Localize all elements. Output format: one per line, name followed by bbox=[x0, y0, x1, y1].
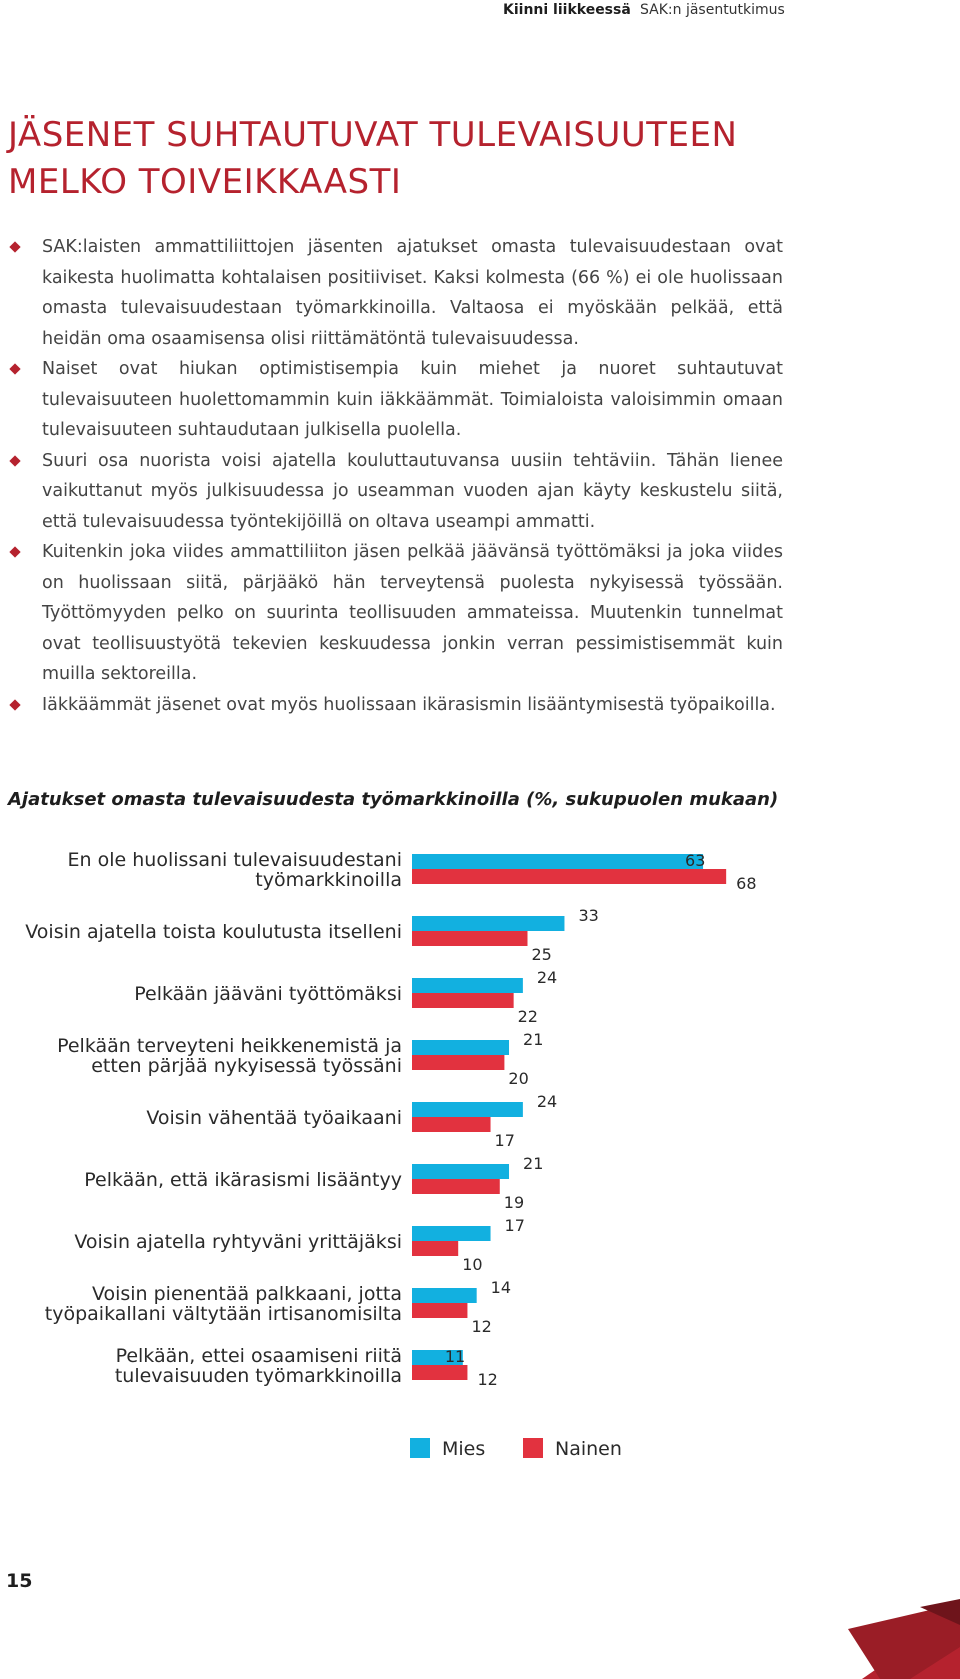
bar-nainen bbox=[412, 1241, 458, 1256]
category-label: työpaikallani vältytään irtisanomisilta bbox=[44, 1303, 402, 1325]
value-label-mies: 63 bbox=[685, 851, 706, 870]
category-label: Voisin vähentää työaikaani bbox=[146, 1107, 402, 1129]
value-label-mies: 17 bbox=[504, 1216, 525, 1235]
bar-nainen bbox=[412, 1365, 467, 1380]
diamond-bullet-icon bbox=[9, 241, 20, 252]
legend-swatch-mies bbox=[410, 1438, 430, 1458]
category-label: Pelkään, että ikärasismi lisääntyy bbox=[84, 1169, 402, 1191]
value-label-mies: 24 bbox=[536, 1092, 558, 1111]
bar-nainen bbox=[412, 869, 726, 884]
bar-nainen bbox=[412, 993, 514, 1008]
value-label-nainen: 12 bbox=[477, 1370, 498, 1389]
page-title bbox=[8, 112, 737, 206]
category-label: tulevaisuuden työmarkkinoilla bbox=[114, 1365, 402, 1387]
diamond-bullet-icon bbox=[9, 363, 20, 374]
category-label: etten pärjää nykyisessä työssäni bbox=[91, 1055, 402, 1077]
diamond-bullet-icon bbox=[9, 546, 20, 557]
page-title-line-1: JÄSENET SUHTAUTUVAT TULEVAISUUTEEN bbox=[8, 115, 738, 155]
bar-nainen bbox=[412, 1179, 500, 1194]
bullet-list bbox=[8, 232, 783, 720]
bar-mies bbox=[412, 854, 703, 869]
value-label-mies: 21 bbox=[523, 1154, 544, 1173]
category-label: Pelkään, ettei osaamiseni riitä bbox=[115, 1345, 402, 1367]
value-label-mies: 24 bbox=[536, 968, 558, 987]
legend-swatch-nainen bbox=[523, 1438, 543, 1458]
chart-title: Ajatukset omasta tulevaisuudesta työmarkkinoilla (%, sukupuolen mukaan) bbox=[8, 789, 779, 810]
header-section: Kiinni liikkeessä bbox=[503, 2, 631, 18]
value-label-nainen: 19 bbox=[503, 1193, 525, 1212]
legend-item-mies bbox=[410, 1438, 485, 1460]
page-header bbox=[0, 0, 960, 24]
bar-nainen bbox=[412, 1303, 467, 1318]
bullet-item bbox=[8, 354, 783, 446]
page-title-line-2: MELKO TOIVEIKKAASTI bbox=[8, 162, 402, 202]
bar-mies bbox=[412, 1226, 491, 1241]
bar-mies bbox=[412, 978, 523, 993]
bar-nainen bbox=[412, 1055, 504, 1070]
value-label-mies: 33 bbox=[578, 906, 599, 925]
value-label-nainen: 12 bbox=[471, 1317, 492, 1336]
bar-mies bbox=[412, 1288, 477, 1303]
bar-mies bbox=[412, 1102, 523, 1117]
legend-label-mies: Mies bbox=[442, 1438, 486, 1460]
category-label: työmarkkinoilla bbox=[255, 869, 402, 891]
bar-mies bbox=[412, 916, 564, 931]
category-label: Voisin ajatella toista koulutusta itselleni bbox=[25, 921, 402, 943]
legend-item-nainen bbox=[523, 1438, 622, 1460]
bullet-text: Iäkkäämmät jäsenet ovat myös huolissaan ikärasismin lisääntymisestä työpaikoilla. bbox=[42, 694, 776, 715]
value-label-nainen: 68 bbox=[736, 874, 757, 893]
bar-nainen bbox=[412, 1117, 491, 1132]
bullet-text: Kuitenkin joka viides ammattiliiton jäsen pelkää jäävänsä työttömäksi ja joka viides on huolissaan siitä, pärjääkö hän terveytensä puolesta nykyisessä työssään. Työttömyyden pelko on suurinta teollisuuden ammateissa. Muutenkin tunnelmat ovat teollisuustyötä tekevien keskuudessa jonkin verran pessimistisemmät kuin muilla sektoreilla. bbox=[42, 542, 783, 684]
bullet-text: SAK:laisten ammattiliittojen jäsenten ajatukset omasta tulevaisuudestaan ovat kaikesta huolimatta kohtalaisen positiiviset. Kaksi kolmesta (66 %) ei ole huolissaan omasta tulevaisuudestaan työmarkkinoilla. Valtaosa ei myöskään pelkää, että heidän oma osaamisensa olisi riittämätöntä tulevaisuudessa. bbox=[42, 237, 783, 349]
value-label-mies: 11 bbox=[444, 1347, 466, 1366]
value-label-nainen: 20 bbox=[508, 1069, 529, 1088]
header-publication: SAK:n jäsentutkimus bbox=[640, 2, 785, 18]
value-label-nainen: 25 bbox=[531, 945, 552, 964]
legend-label-nainen: Nainen bbox=[555, 1438, 622, 1460]
corner-decoration bbox=[800, 1559, 960, 1679]
bar-nainen bbox=[412, 931, 528, 946]
category-label: Pelkään jääväni työttömäksi bbox=[134, 983, 402, 1005]
page-number: 15 bbox=[6, 1570, 33, 1592]
category-label: Pelkään terveyteni heikkenemistä ja bbox=[57, 1035, 402, 1057]
bullet-text: Suuri osa nuorista voisi ajatella kouluttautuvansa uusiin tehtäviin. Tähän lienee vaikuttanut myös julkisuudessa jo useamman vuoden ajan käyty keskustelu siitä, että tulevaisuudessa työntekijöillä on oltava useampi ammatti. bbox=[42, 450, 783, 532]
bar-mies bbox=[412, 1164, 509, 1179]
bar-mies bbox=[412, 1040, 509, 1055]
bullet-item bbox=[8, 537, 783, 690]
bullet-item bbox=[8, 690, 783, 721]
category-label: Voisin pienentää palkkaani, jotta bbox=[91, 1283, 402, 1305]
bullet-text: Naiset ovat hiukan optimistisempia kuin miehet ja nuoret suhtautuvat tulevaisuuteen huolettomammin kuin iäkkäämmät. Toimialoista valoisimmin omaan tulevaisuuteen suhtaudutaan julkisella puolella. bbox=[42, 359, 783, 440]
value-label-nainen: 10 bbox=[462, 1255, 483, 1274]
bar-chart bbox=[0, 840, 960, 1400]
value-label-mies: 14 bbox=[490, 1278, 512, 1297]
category-label: En ole huolissani tulevaisuudestani bbox=[67, 849, 402, 871]
diamond-bullet-icon bbox=[9, 699, 20, 710]
diamond-bullet-icon bbox=[9, 455, 20, 466]
bullet-item bbox=[8, 446, 783, 538]
value-label-nainen: 17 bbox=[494, 1131, 515, 1150]
bullet-item bbox=[8, 232, 783, 354]
value-label-mies: 21 bbox=[523, 1030, 544, 1049]
value-label-nainen: 22 bbox=[517, 1007, 538, 1026]
category-label: Voisin ajatella ryhtyväni yrittäjäksi bbox=[74, 1231, 402, 1253]
